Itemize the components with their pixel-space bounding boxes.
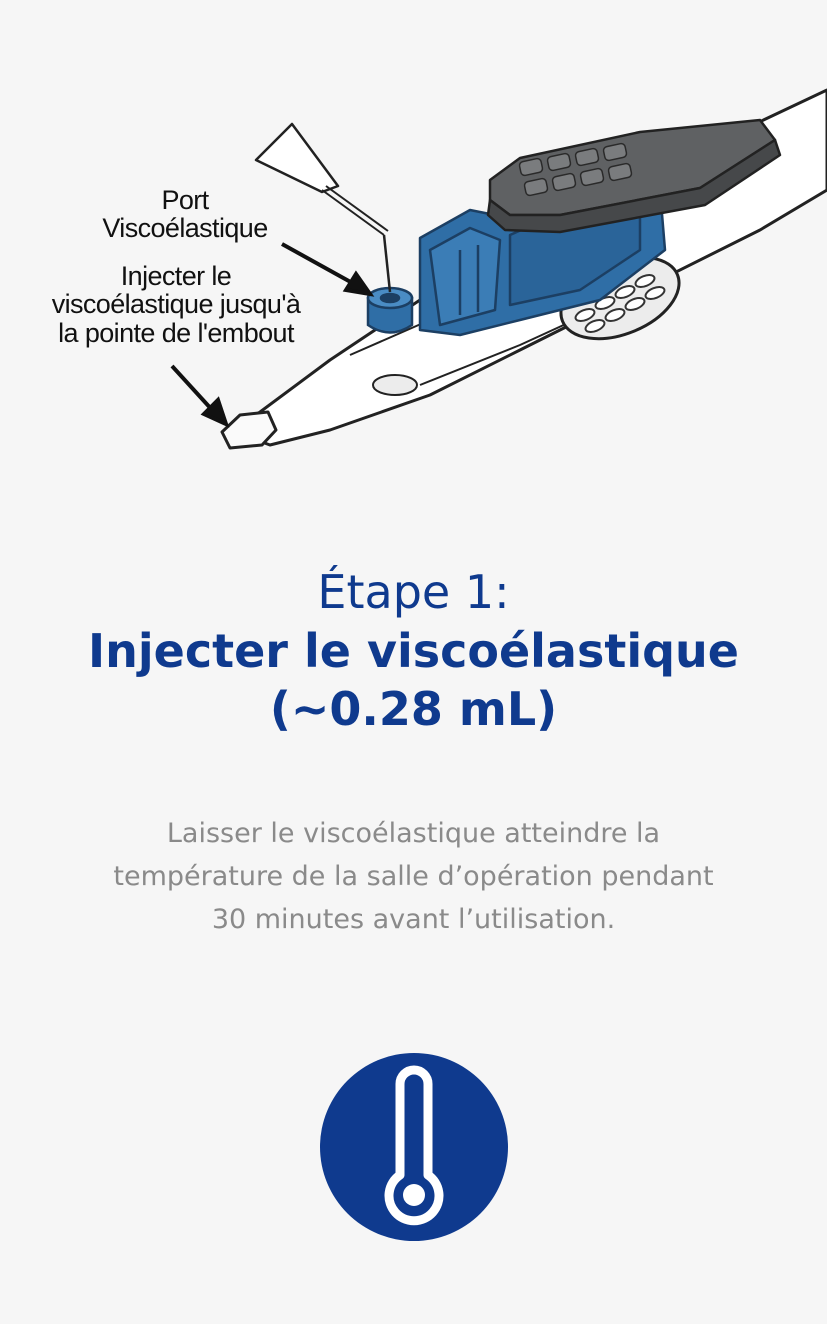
- callout-inject-line2: viscoélastique jusqu'à: [51, 289, 301, 320]
- viscoelastic-port: [368, 288, 412, 333]
- step-volume: (~0.28 mL): [269, 682, 558, 736]
- callout-port-line2: Viscoélastique: [102, 213, 268, 244]
- step-description: [70, 812, 757, 941]
- callout-inject-line1: Injecter le: [120, 261, 232, 291]
- thermometer-icon: [319, 1052, 509, 1242]
- description-line1: Laisser le viscoélastique atteindre la: [166, 818, 661, 849]
- step-heading: [0, 562, 827, 738]
- callout-port-label: [80, 186, 290, 243]
- step-title: Injecter le viscoélastique: [88, 624, 739, 678]
- callout-inject-line3: la pointe de l'embout: [58, 317, 294, 348]
- callout-port-line1: Port: [161, 185, 209, 215]
- callout-inject-label: [30, 262, 322, 347]
- step-label: Étape 1:: [317, 565, 510, 619]
- description-line3: 30 minutes avant l’utilisation.: [211, 904, 616, 935]
- description-line2: température de la salle d’opération pendant: [113, 861, 714, 892]
